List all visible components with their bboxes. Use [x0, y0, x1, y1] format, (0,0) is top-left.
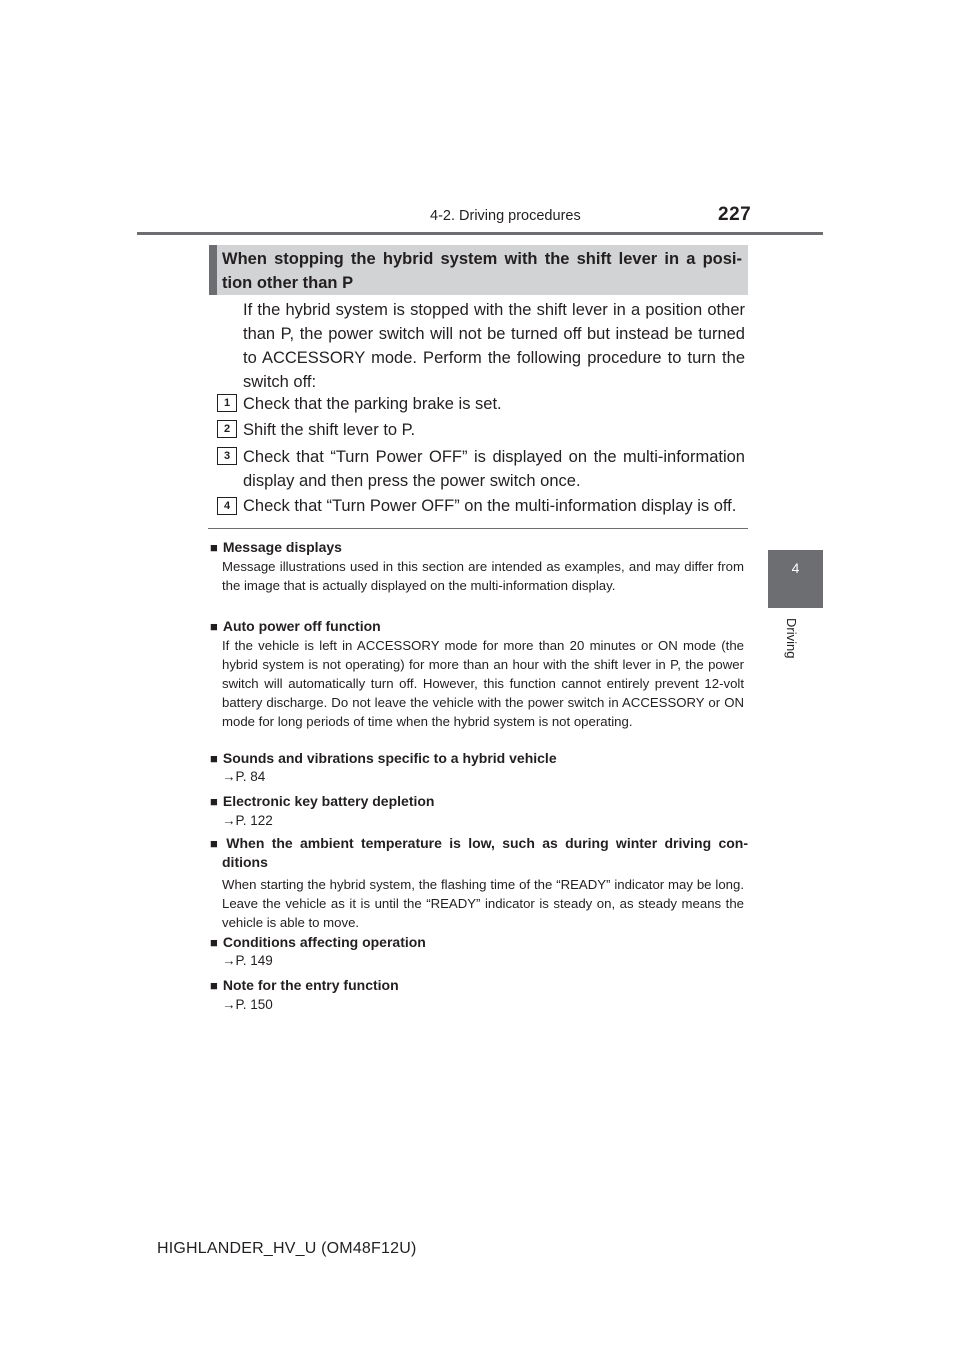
footer-model-code: HIGHLANDER_HV_U (OM48F12U)	[157, 1240, 417, 1257]
note-body: If the vehicle is left in ACCESSORY mode for more than 20 minutes or ON mode (the hybrid system is not operating) for more than an hour with the shift lever in P, the power switch will automatically turn off. However, this function cannot entirely prevent 12-volt battery discharge. Do not leave the vehicle with the power switch in ACCESSORY or ON mode for long periods of time when the hybrid system is not operating.	[222, 638, 744, 729]
note-title-text: Sounds and vibrations specific to a hybrid vehicle	[222, 750, 557, 766]
note-title	[210, 792, 434, 811]
note-title	[210, 834, 748, 872]
note-bullet: ■	[210, 836, 222, 851]
note-title	[210, 538, 342, 557]
section-heading	[222, 247, 742, 295]
section-title: 4-2. Driving procedures	[430, 208, 581, 224]
note-title	[210, 933, 426, 952]
note-title-text: When the ambient temperature is low, such as during winter driving con-	[226, 835, 748, 851]
step-text-line: display and then press the power switch once.	[243, 472, 581, 490]
chapter-tab-label-text: Driving	[784, 618, 799, 659]
page-reference: →P. 149	[222, 953, 273, 968]
note-body: Message illustrations used in this section are intended as examples, and may differ from the image that is actually displayed on the multi-information display.	[222, 559, 744, 593]
step-badge: 3	[217, 447, 237, 465]
step-badge: 2	[217, 420, 237, 438]
note-title	[210, 976, 399, 995]
header-rule	[137, 232, 823, 235]
note-title-text: Electronic key battery depletion	[222, 793, 435, 809]
page-reference: →P. 150	[222, 997, 273, 1012]
page-reference: →P. 84	[222, 769, 266, 784]
step-text	[243, 445, 745, 493]
note-bullet: ■	[210, 751, 218, 766]
step-text: Check that the parking brake is set.	[243, 395, 502, 413]
section-heading-line: When stopping the hybrid system with the shift lever in a posi-	[222, 250, 742, 268]
chapter-tab-label	[770, 618, 820, 678]
intro-paragraph: If the hybrid system is stopped with the shift lever in a position other than P, the power switch will not be turned off but instead be turned to ACCESSORY mode. Perform the following procedure to turn the switch off:	[243, 301, 745, 391]
note-bullet: ■	[210, 978, 218, 993]
step-text: Check that “Turn Power OFF” on the multi-information display is off.	[243, 497, 737, 515]
page-number: 227	[718, 204, 752, 225]
section-heading-line: tion other than P	[222, 274, 354, 292]
note-bullet: ■	[210, 619, 218, 634]
step-text-line: Check that “Turn Power OFF” is displayed on the multi-information	[243, 448, 745, 466]
note-title-text: Auto power off function	[222, 618, 381, 634]
note-body: When starting the hybrid system, the flashing time of the “READY” indicator may be long. Leave the vehicle as it is until the “READY” indicator is steady on, as steady means the vehicle is able to move.	[222, 877, 744, 930]
chapter-tab	[768, 550, 823, 608]
step-badge: 1	[217, 394, 237, 412]
note-title-text: Conditions affecting operation	[222, 934, 426, 950]
note-bullet: ■	[210, 540, 218, 555]
step-badge: 4	[217, 497, 237, 515]
note-bullet: ■	[210, 794, 218, 809]
page-reference: →P. 122	[222, 813, 273, 828]
note-title-line: ditions	[222, 854, 268, 870]
note-bullet: ■	[210, 935, 218, 950]
note-title-text: Note for the entry function	[222, 977, 399, 993]
note-title	[210, 617, 381, 636]
note-title-line	[210, 834, 748, 853]
chapter-tab-number: 4	[791, 560, 800, 576]
note-title-text: Message displays	[222, 539, 342, 555]
step-text: Shift the shift lever to P.	[243, 421, 416, 439]
section-divider	[208, 528, 748, 529]
note-title	[210, 749, 557, 768]
